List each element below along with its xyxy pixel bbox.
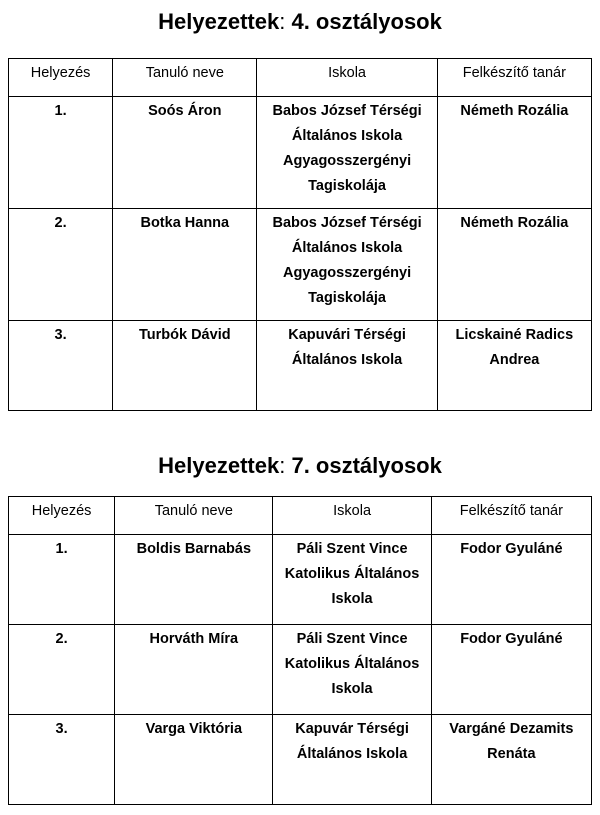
school-line: Tagiskolája [308, 178, 386, 194]
results-table-7 [8, 496, 592, 805]
student-name-cell: Soós Áron [113, 97, 257, 209]
teacher-cell [437, 321, 591, 411]
table-header-row [9, 59, 592, 97]
header-student: Tanuló neve [113, 59, 257, 97]
table-row [9, 97, 592, 209]
student-name-cell: Horváth Míra [115, 625, 273, 715]
teacher-line: Németh Rozália [460, 215, 569, 231]
school-line: Páli Szent Vince [296, 631, 408, 647]
section-title-4 [0, 8, 600, 36]
school-cell [257, 321, 437, 411]
teacher-line: Renáta [487, 746, 536, 762]
results-table-4 [8, 58, 592, 411]
teacher-cell [431, 625, 591, 715]
place-cell: 3. [9, 715, 115, 805]
section-title-separator: : [279, 9, 286, 34]
school-line: Általános Iskola [296, 746, 408, 762]
school-line: Agyagosszergényi [282, 265, 412, 281]
school-cell [257, 209, 437, 321]
school-cell [273, 535, 431, 625]
teacher-cell [431, 535, 591, 625]
school-line: Tagiskolája [308, 290, 386, 306]
header-teacher: Felkészítő tanár [437, 59, 591, 97]
section-title-prefix: Helyezettek [158, 9, 280, 34]
teacher-cell [431, 715, 591, 805]
table-row [9, 715, 592, 805]
teacher-line: Fodor Gyuláné [460, 541, 563, 557]
header-school: Iskola [257, 59, 437, 97]
student-name-cell: Turbók Dávid [113, 321, 257, 411]
school-line: Kapuvári Térségi [288, 327, 406, 343]
student-name-cell: Botka Hanna [113, 209, 257, 321]
school-line: Katolikus Általános [284, 656, 420, 672]
student-name-cell: Varga Viktória [115, 715, 273, 805]
student-name-cell: Boldis Barnabás [115, 535, 273, 625]
teacher-cell [437, 209, 591, 321]
teacher-line: Andrea [489, 352, 540, 368]
header-place: Helyezés [9, 59, 113, 97]
teacher-cell [437, 97, 591, 209]
place-cell: 2. [9, 625, 115, 715]
section-title-7 [0, 452, 600, 480]
place-cell: 1. [9, 97, 113, 209]
teacher-line: Vargáné Dezamits [449, 721, 574, 737]
school-line: Katolikus Általános [284, 566, 420, 582]
header-student: Tanuló neve [115, 497, 273, 535]
school-cell [273, 625, 431, 715]
place-cell: 3. [9, 321, 113, 411]
header-school: Iskola [273, 497, 431, 535]
teacher-line: Fodor Gyuláné [460, 631, 563, 647]
table-row [9, 625, 592, 715]
school-line: Iskola [331, 681, 373, 697]
school-line: Általános Iskola [291, 352, 403, 368]
section-title-separator: : [279, 453, 286, 478]
school-line: Kapuvár Térségi [295, 721, 409, 737]
place-cell: 1. [9, 535, 115, 625]
school-cell [257, 97, 437, 209]
school-line: Babos József Térségi [272, 103, 422, 119]
school-cell [273, 715, 431, 805]
school-line: Páli Szent Vince [296, 541, 408, 557]
school-line: Babos József Térségi [272, 215, 422, 231]
school-line: Iskola [331, 591, 373, 607]
header-place: Helyezés [9, 497, 115, 535]
table-row [9, 535, 592, 625]
place-cell: 2. [9, 209, 113, 321]
teacher-line: Licskainé Radics [455, 327, 574, 343]
header-teacher: Felkészítő tanár [431, 497, 591, 535]
table-header-row [9, 497, 592, 535]
school-line: Általános Iskola [291, 240, 403, 256]
section-title-rest: 7. osztályosok [285, 453, 442, 478]
table-row [9, 209, 592, 321]
school-line: Agyagosszergényi [282, 153, 412, 169]
school-line: Általános Iskola [291, 128, 403, 144]
teacher-line: Németh Rozália [460, 103, 569, 119]
section-title-rest: 4. osztályosok [285, 9, 442, 34]
table-row [9, 321, 592, 411]
section-title-prefix: Helyezettek [158, 453, 280, 478]
